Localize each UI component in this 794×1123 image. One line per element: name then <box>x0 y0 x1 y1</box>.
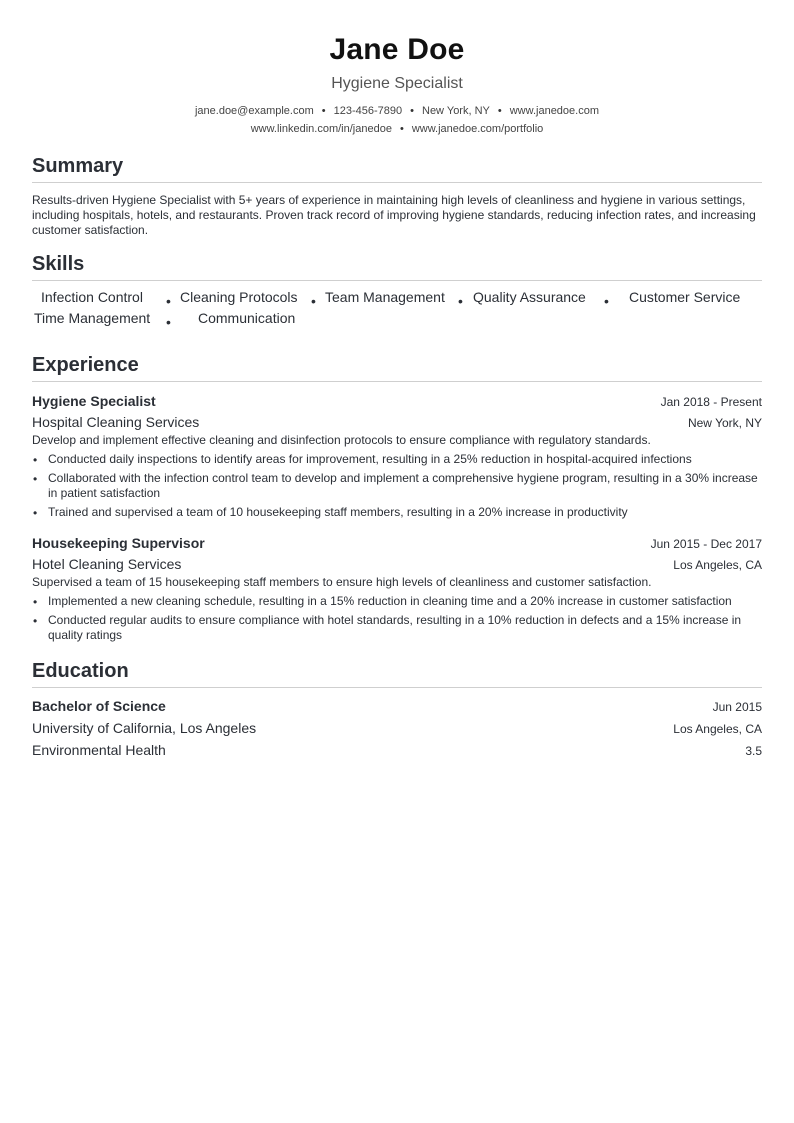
job-location: New York, NY <box>687 416 762 430</box>
location-text: New York, NY <box>422 105 490 117</box>
job-description: Supervised a team of 15 housekeeping staff members to ensure high levels of cleanliness and customer satisfaction. <box>32 575 652 589</box>
bullet-text: Trained and supervised a team of 10 housekeeping staff members, resulting in a 20% increase in productivity <box>48 505 628 519</box>
skills-section <box>32 252 762 343</box>
skill-bullet: • <box>166 314 171 330</box>
skill-item: Infection Control <box>41 289 143 305</box>
resume-header <box>32 32 762 138</box>
skill-item: Time Management <box>34 310 151 326</box>
list-item <box>32 471 762 501</box>
skill-item: Customer Service <box>629 289 741 305</box>
bullet-marker: • <box>33 453 38 467</box>
education-entry <box>32 696 762 762</box>
job-company: Hospital Cleaning Services <box>32 414 200 430</box>
skills-heading: Skills <box>32 252 762 281</box>
bullet-marker: • <box>33 506 38 520</box>
job-company: Hotel Cleaning Services <box>32 556 182 572</box>
contact-line-secondary <box>32 120 762 138</box>
job-entry <box>32 392 762 520</box>
skill-item: Team Management <box>325 289 445 305</box>
bullet-text: Conducted regular audits to ensure compliance with hotel standards, resulting in a 10% reduction in defects and a 15% increase in quality ratings <box>48 613 742 642</box>
skill-bullet: • <box>166 293 171 309</box>
separator-dot: • <box>399 123 404 135</box>
education-heading: Education <box>32 659 762 688</box>
portfolio-link[interactable]: www.janedoe.com/portfolio <box>411 123 544 135</box>
list-item <box>32 452 762 467</box>
skill-bullet: • <box>458 293 463 309</box>
bullet-text: Collaborated with the infection control team to develop and implement a comprehensive hygiene program, resulting in a 30% increase in patient satisfaction <box>48 471 758 500</box>
skill-item: Cleaning Protocols <box>180 289 298 305</box>
bullet-marker: • <box>33 614 38 628</box>
list-item <box>32 594 762 609</box>
education-section <box>32 659 762 762</box>
separator-dot: • <box>497 105 502 117</box>
candidate-name: Jane Doe <box>329 33 465 66</box>
list-item <box>32 505 762 520</box>
summary-heading: Summary <box>32 154 762 183</box>
bullet-marker: • <box>33 472 38 486</box>
skill-item: Quality Assurance <box>473 289 586 305</box>
job-dates: Jun 2015 - Dec 2017 <box>650 537 762 551</box>
bullet-text: Conducted daily inspections to identify areas for improvement, resulting in a 25% reduction in hospital-acquired infections <box>48 452 692 466</box>
bullet-text: Implemented a new cleaning schedule, resulting in a 15% reduction in cleaning time and a 20% increase in customer satisfaction <box>48 594 732 608</box>
skills-list <box>32 287 762 343</box>
job-bullets <box>32 594 762 643</box>
skill-bullet: • <box>604 293 609 309</box>
email-link[interactable]: jane.doe@example.com <box>194 105 314 117</box>
job-bullets <box>32 452 762 520</box>
website-link[interactable]: www.janedoe.com <box>509 105 600 117</box>
linkedin-link[interactable]: www.linkedin.com/in/janedoe <box>250 123 392 135</box>
summary-section <box>32 154 762 238</box>
job-dates: Jan 2018 - Present <box>660 395 762 409</box>
field-of-study: Environmental Health <box>32 742 166 758</box>
school-name: University of California, Los Angeles <box>32 720 257 736</box>
job-role: Housekeeping Supervisor <box>32 535 205 551</box>
summary-text: Results-driven Hygiene Specialist with 5+ years of experience in maintaining high levels of cleanliness and hygiene in various settings, including hospitals, hotels, and restaurants. Proven track record of improving hygiene standards, reducing infection rates, and increasing customer satisfaction. <box>32 193 756 237</box>
list-item <box>32 613 762 643</box>
skill-bullet: • <box>311 293 316 309</box>
gpa-value: 3.5 <box>745 744 762 758</box>
graduation-date: Jun 2015 <box>712 700 762 714</box>
bullet-marker: • <box>33 595 38 609</box>
contact-line-primary <box>32 102 762 120</box>
job-description: Develop and implement effective cleaning and disinfection protocols to ensure compliance with regulatory standards. <box>32 433 651 447</box>
candidate-title: Hygiene Specialist <box>331 75 463 92</box>
experience-section <box>32 353 762 643</box>
school-location: Los Angeles, CA <box>673 722 762 736</box>
separator-dot: • <box>410 105 414 117</box>
phone-text: 123-456-7890 <box>333 105 403 117</box>
skill-item: Communication <box>198 310 296 326</box>
job-role: Hygiene Specialist <box>32 393 156 409</box>
experience-heading: Experience <box>32 353 762 382</box>
degree-name: Bachelor of Science <box>32 698 166 714</box>
separator-dot: • <box>321 105 326 117</box>
job-entry <box>32 534 762 643</box>
job-location: Los Angeles, CA <box>673 558 762 572</box>
